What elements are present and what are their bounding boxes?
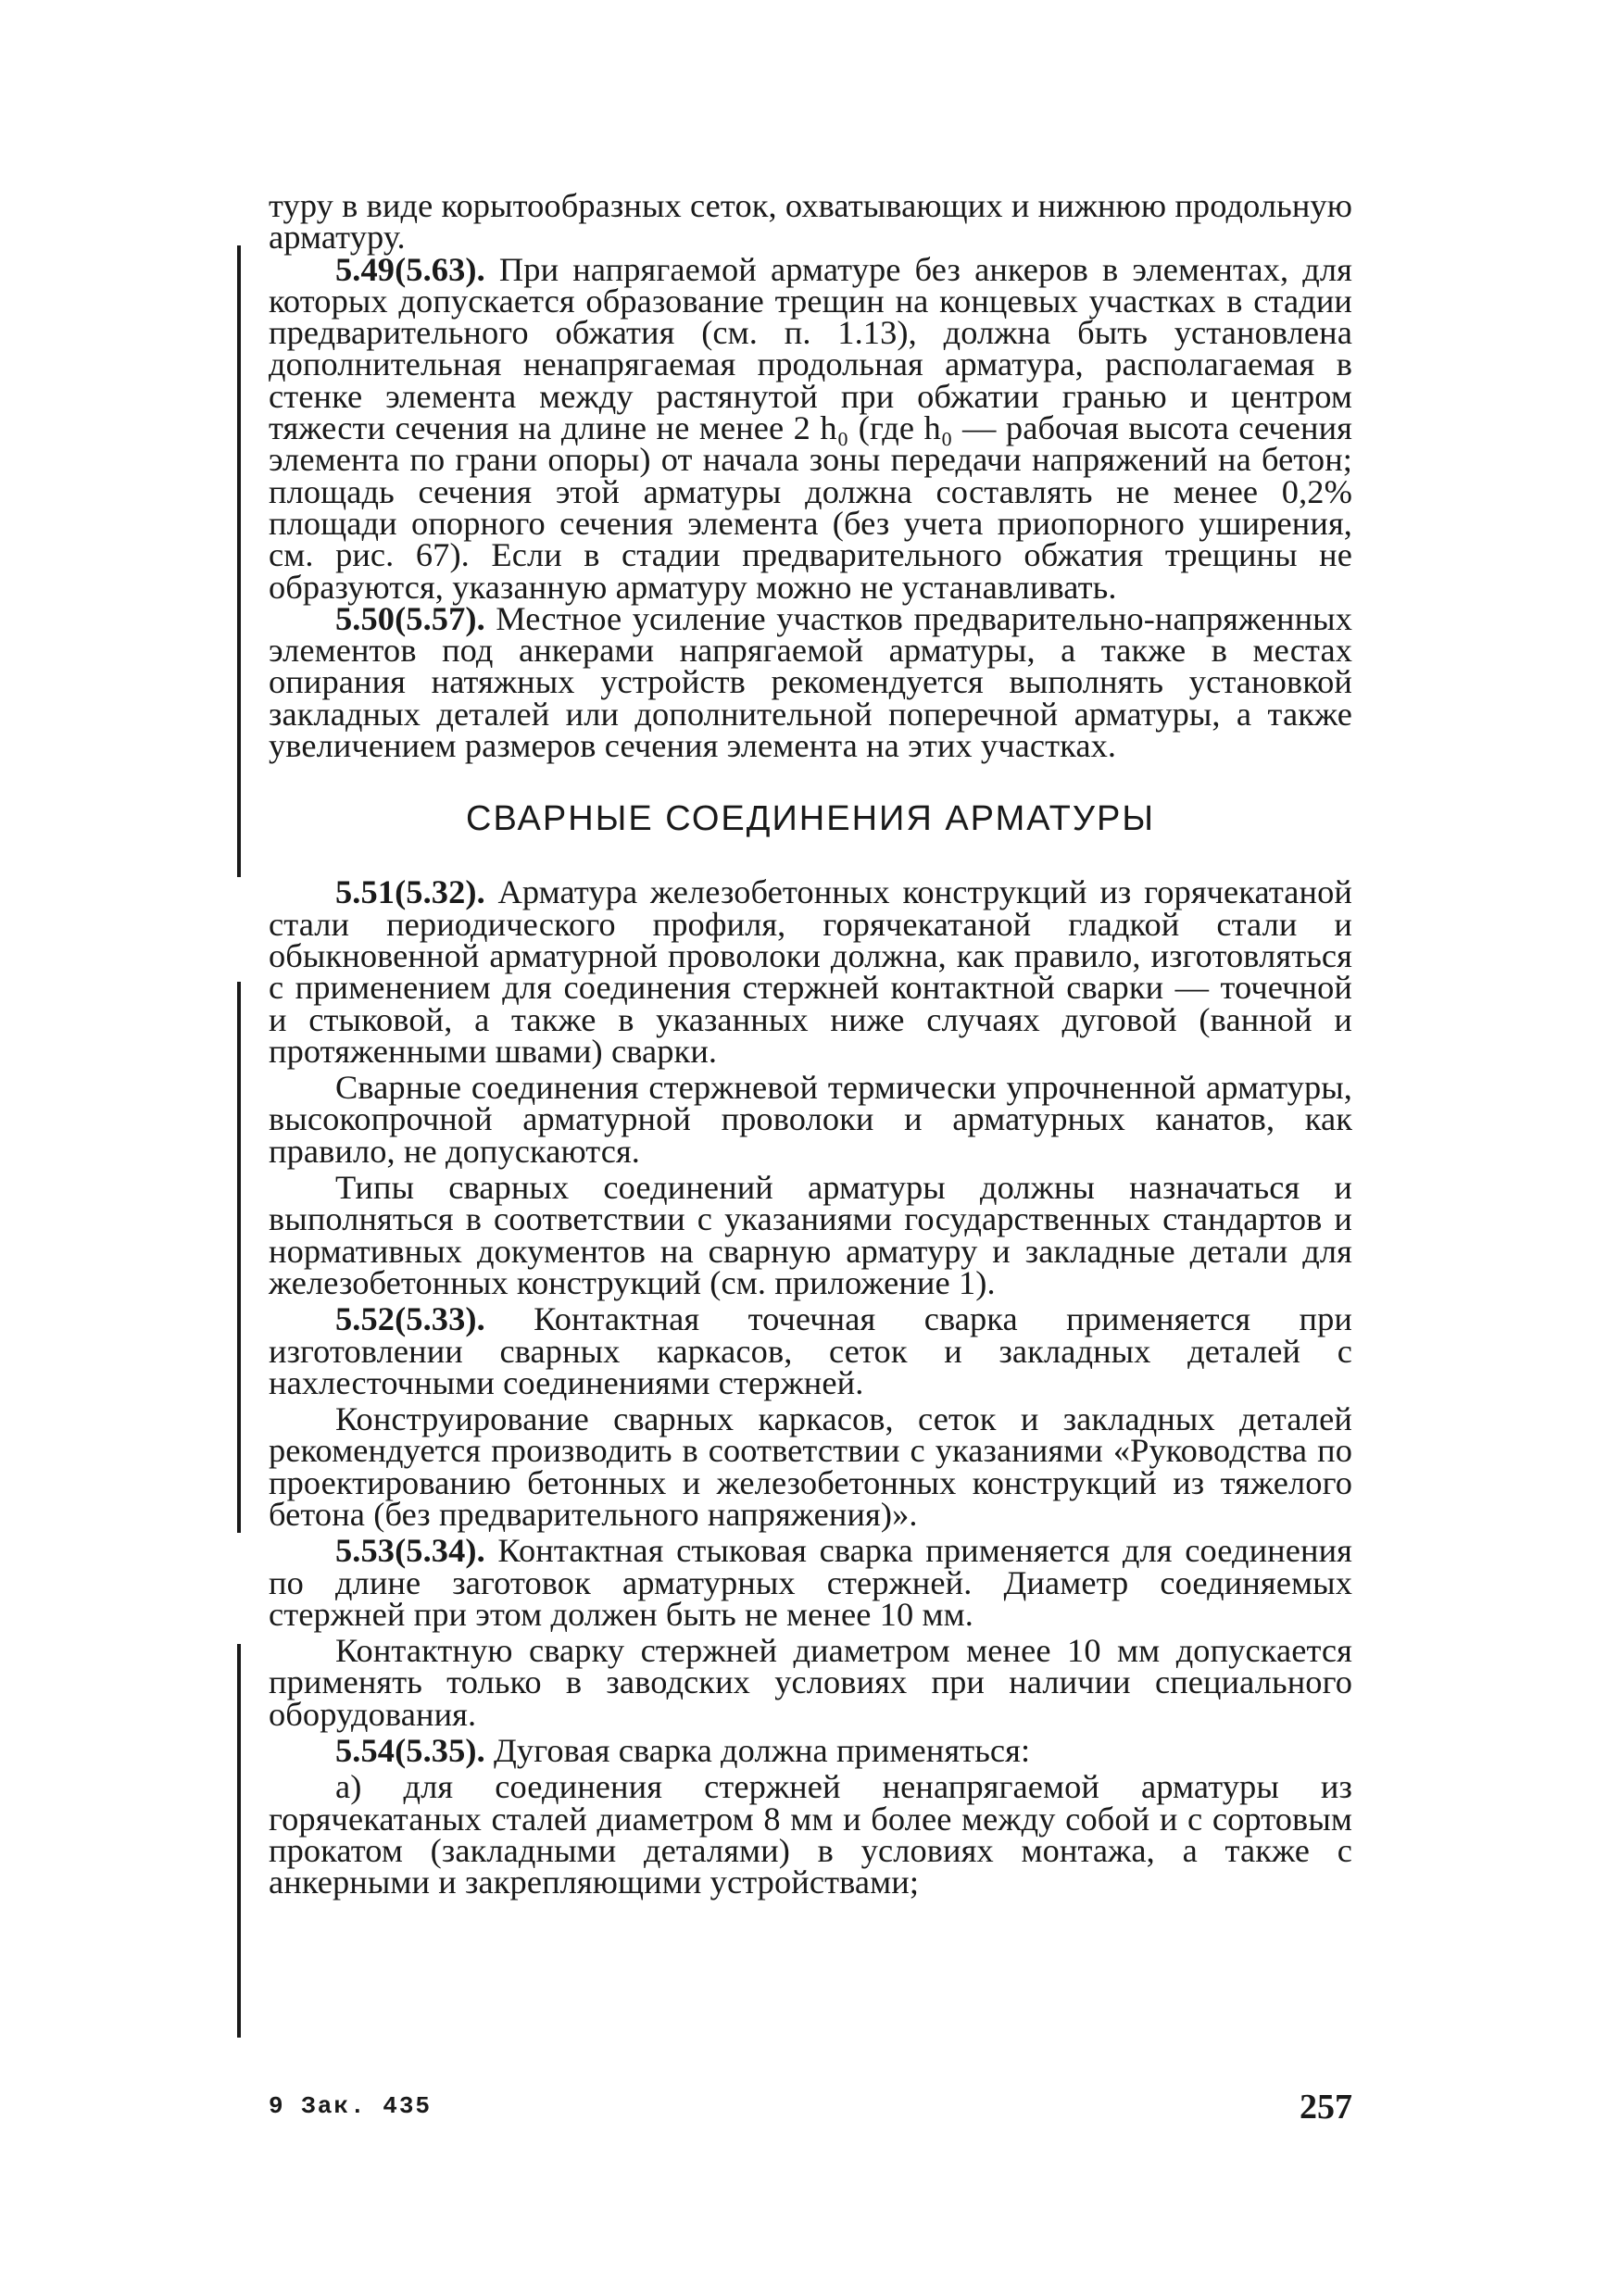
paragraph-text: Сварные соединения стержневой термически упрочненной арматуры, высокопрочной арматурной проволоки и арматурных канатов, как правило, не допускаются. [269,1069,1352,1170]
paragraph-text: Контактная точечная сварка применяется при изготовлении сварных каркасов, сеток и закладных деталей с нахлесточными соединениями стержней. [269,1300,1352,1401]
change-bar [237,245,241,877]
paragraph-text: Местное усиление участков предварительно-напряженных элементов под анкерами напрягаемой арматуры, а также в местах опирания натяжных устройств рекомендуется выполнять установкой закладных деталей или дополнительной поперечной арматуры, а также увеличением размеров сечения элемента на этих участках. [269,599,1352,765]
paragraph-text: Конструирование сварных каркасов, сеток и закладных деталей рекомендуется производить в соответствии с указаниями «Руководства по проектированию бетонных и железобетонных конструкций из тяжелого бетона (без предварительного напряжения)». [269,1400,1352,1533]
section-heading: СВАРНЫЕ СОЕДИНЕНИЯ АРМАТУРЫ [466,799,1155,839]
paragraph [269,1632,1352,1733]
paragraph-5-50 [269,599,1352,765]
paragraph-text: туру в виде корытообразных сеток, охватывающих и нижнюю продольную арматуру. [269,187,1352,257]
text-column [269,187,1352,1901]
paragraph-text: При напрягаемой арматуре без анкеров в элементах, для которых допускается образование трещин на концевых участках в стадии предварительного обжатия (см. п. 1.13), должна быть установлена дополнительная ненапрягаемая продольная арматура, располагаемая в стенке элемента между растянутой при обжатии гранью и центром тяжести сечения на длине не менее 2 h₀ (где h₀ — рабочая высота сечения элемента по грани опоры) от начала зоны передачи напряжений на бетон; площадь сечения этой арматуры должна составлять не менее 0,2% площади опорного сечения элемента (без учета приопорного уширения, см. рис. 67). Если в стадии предварительного обжатия трещины не образуются, указанную арматуру можно не устанавливать. [269,250,1352,606]
paragraph-text: Контактная стыковая сварка применяется для соединения по длине заготовок арматурных стержней. Диаметр соединяемых стержней при этом должен быть не менее 10 мм. [269,1532,1352,1633]
paragraph-text: а) для соединения стержней ненапрягаемой арматуры из горячекатаных сталей диаметром 8 мм и более между собой и с сортовым прокатом (закладными деталями) в условиях монтажа, а также с анкерными и закрепляющими устройствами; [269,1768,1352,1901]
clause-number: 5.50(5.57). [335,599,485,637]
paragraph-5-52 [269,1300,1352,1401]
paragraph-text: Дуговая сварка должна применяться: [484,1732,1031,1770]
clause-number: 5.51(5.32). [335,873,485,911]
paragraph-text: Арматура железобетонных конструкций из горячекатаной стали периодического профиля, горячекатаной гладкой стали и обыкновенной арматурной проволоки должна, как правило, изготовляться с применением для соединения стержней контактной сварки — точечной и стыковой, а также в указанных ниже случаях дуговой (ванной и протяженными швами) сварки. [269,873,1352,1070]
print-order-note: 9 Зак. 435 [269,2092,433,2120]
page-footer [269,2087,1352,2127]
clause-number: 5.49(5.63). [335,250,485,288]
paragraph [269,1400,1352,1533]
clause-number: 5.54(5.35). [335,1732,485,1770]
clause-number: 5.53(5.34). [335,1532,485,1570]
paragraph-text: Контактную сварку стержней диаметром менее 10 мм допускается применять только в заводских условиях при наличии специального оборудования. [269,1632,1352,1733]
paragraph-continuation [269,187,1352,257]
clause-number: 5.52(5.33). [335,1300,485,1338]
paragraph-5-53 [269,1532,1352,1633]
list-item-a [269,1768,1352,1901]
change-bar [237,982,241,1533]
paragraph [269,1169,1352,1301]
paragraph-text: Типы сварных соединений арматуры должны назначаться и выполняться в соответствии с указаниями государственных стандартов и нормативных документов на сварную арматуру и закладные детали для железобетонных конструкций (см. приложение 1). [269,1169,1352,1301]
paragraph-5-49 [269,250,1352,606]
paragraph [269,1069,1352,1170]
paragraph-5-54 [269,1732,1352,1770]
paragraph-5-51 [269,873,1352,1070]
page-number: 257 [1300,2088,1352,2127]
change-bar [237,1644,241,2038]
